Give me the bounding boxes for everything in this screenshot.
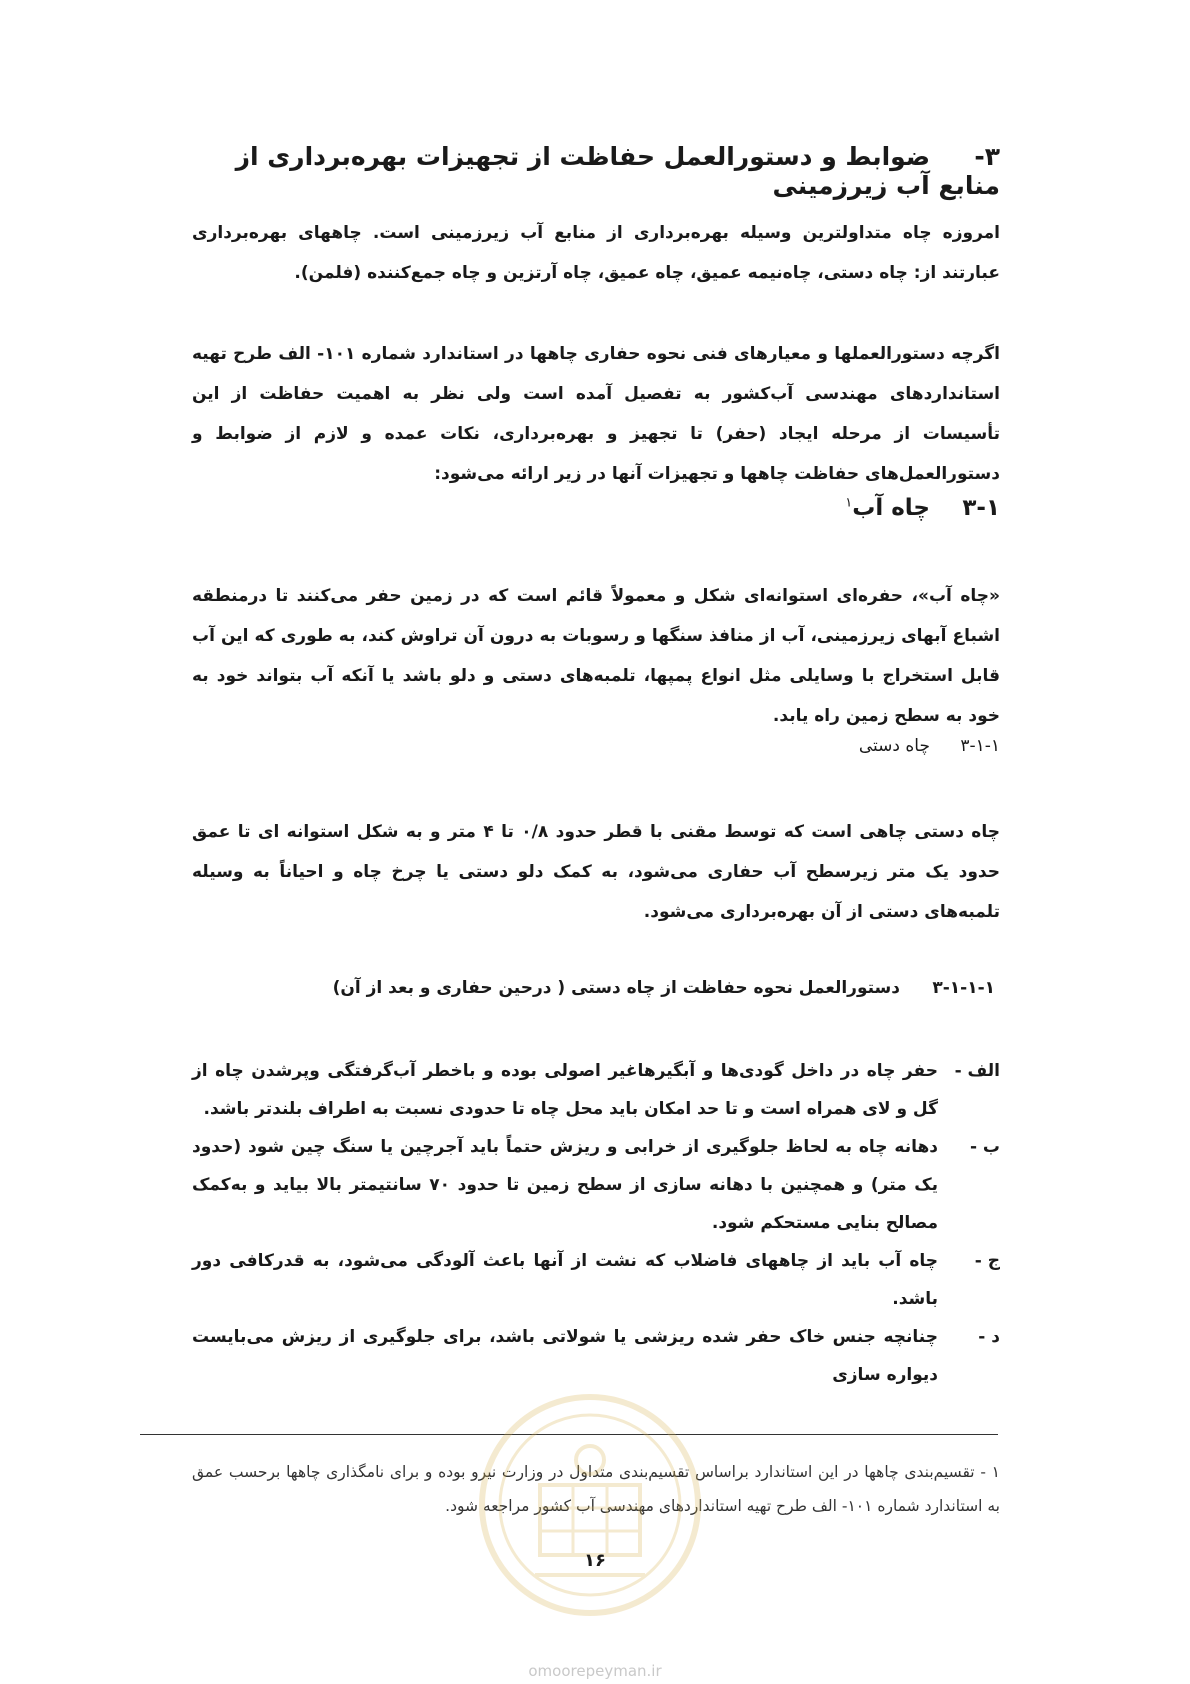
- subsubsection-heading-protection: [333, 978, 995, 998]
- list-item-marker: الف -: [954, 1061, 1000, 1081]
- intro-paragraph: امروزه چاه متداولترین وسیله بهره‌برداری از منابع آب زیرزمینی است. چاههای بهره‌برداری عبارتند از: چاه دستی، چاه‌نیمه عمیق، چاه عمیق، چاه آرتزین و چاه جمع‌کننده (فلمن).: [192, 223, 1000, 283]
- subsubsection-number: ۳-۱-۱-۱: [932, 978, 995, 998]
- chapter-number: ۳-: [974, 142, 1000, 171]
- chapter-title: ضوابط و دستورالعمل حفاظت از تجهیزات بهره‌برداری از منابع آب زیرزمینی: [235, 142, 1000, 200]
- list-item-text: چاه آب باید از چاههای فاضلاب که نشت از آنها باعث آلودگی می‌شود، به قدرکافی دور باشد.: [192, 1251, 938, 1309]
- list-item-marker: ب -: [969, 1137, 1000, 1157]
- list-item: [192, 1052, 1000, 1128]
- hand-dug-well-paragraph: چاه دستی چاهی است که توسط مقنی با قطر حدود ۰/۸ تا ۴ متر و به شکل استوانه ای تا عمق حدود یک متر زیرسطح آب حفاری می‌شود، به کمک دلو دستی یا چرخ چاه و احیاناً به وسیله تلمبه‌های دستی از آن بهره‌برداری می‌شود.: [192, 822, 1000, 922]
- watermark-logo-icon: [475, 1390, 705, 1620]
- chapter-heading: [200, 142, 1000, 200]
- list-item-text: حفر چاه در داخل گودی‌ها و آبگیرهاغیر اصولی بوده و باخطر آب‌گرفتگی وپرشدن چاه از گل و لای همراه است و تا حد امکان باید محل چاه تا حدودی نسبت به اطراف بلندتر باشد.: [192, 1061, 938, 1119]
- footnote-text: ۱ - تقسیم‌بندی چاهها در این استاندارد براساس تقسیم‌بندی متداول در وزارت نیرو بوده و برای نامگذاری چاهها برحسب عمق به استاندارد شماره ۱۰۱- الف طرح تهیه استانداردهای مهندسی آب کشور مراجعه شود.: [192, 1463, 1000, 1515]
- section-heading-water-well: [845, 495, 1000, 521]
- list-item: [192, 1128, 1000, 1242]
- section-title: چاه آب: [852, 495, 930, 521]
- footnote-reference: ۱: [845, 495, 853, 511]
- list-item: [192, 1242, 1000, 1318]
- standards-paragraph: اگرچه دستورالعملها و معیارهای فنی نحوه حفاری چاهها در استاندارد شماره ۱۰۱- الف طرح تهیه استانداردهای مهندسی آب‌کشور به تفصیل آمده است ولی نظر به اهمیت حفاظت از این تأسیسات از مرحله ایجاد (حفر) تا تجهیز و بهره‌برداری، نکات عمده و لازم از ضوابط و دستورالعمل‌های حفاظت چاهها و تجهیزات آنها در زیر ارائه می‌شود:: [192, 344, 1000, 484]
- section-number: ۳-۱: [962, 495, 1000, 521]
- subsection-title: چاه دستی: [858, 736, 930, 756]
- watermark-url: omoorepeyman.ir: [528, 1662, 662, 1680]
- subsection-number: ۳-۱-۱: [960, 736, 1000, 756]
- list-item: [192, 1318, 1000, 1394]
- list-item-text: دهانه چاه به لحاظ جلوگیری از خرابی و ریزش حتماً باید آجرچین یا سنگ چین شود (حدود یک متر) و همچنین با دهانه سازی از سطح زمین تا حدود ۷۰ سانتیمتر بالا بیاید و به‌کمک مصالح بنایی مستحکم شود.: [192, 1137, 938, 1233]
- subsection-heading-hand-dug-well: [859, 736, 1000, 756]
- water-well-definition: «چاه آب»، حفره‌ای استوانه‌ای شکل و معمولاً قائم است که در زمین حفر می‌کنند تا درمنطقه اشباع آبهای زیرزمینی، آب از منافذ سنگها و رسوبات به درون آن تراوش کند، به طوری که این آب قابل استخراج با وسایلی مثل انواع پمپها، تلمبه‌های دستی و دلو باشد یا آنکه آب بتواند خود به خود به سطح زمین راه یابد.: [192, 586, 1000, 726]
- subsubsection-title: دستورالعمل نحوه حفاظت از چاه دستی ( درحین حفاری و بعد از آن): [332, 978, 900, 998]
- protection-list: [192, 1052, 1000, 1394]
- list-item-text: چنانچه جنس خاک حفر شده ریزشی یا شولاتی باشد، برای جلوگیری از ریزش می‌بایست دیواره سازی: [192, 1327, 938, 1385]
- page-number: ۱۶: [584, 1550, 606, 1571]
- list-item-marker: د -: [978, 1327, 1000, 1347]
- list-item-marker: ج -: [974, 1251, 1000, 1271]
